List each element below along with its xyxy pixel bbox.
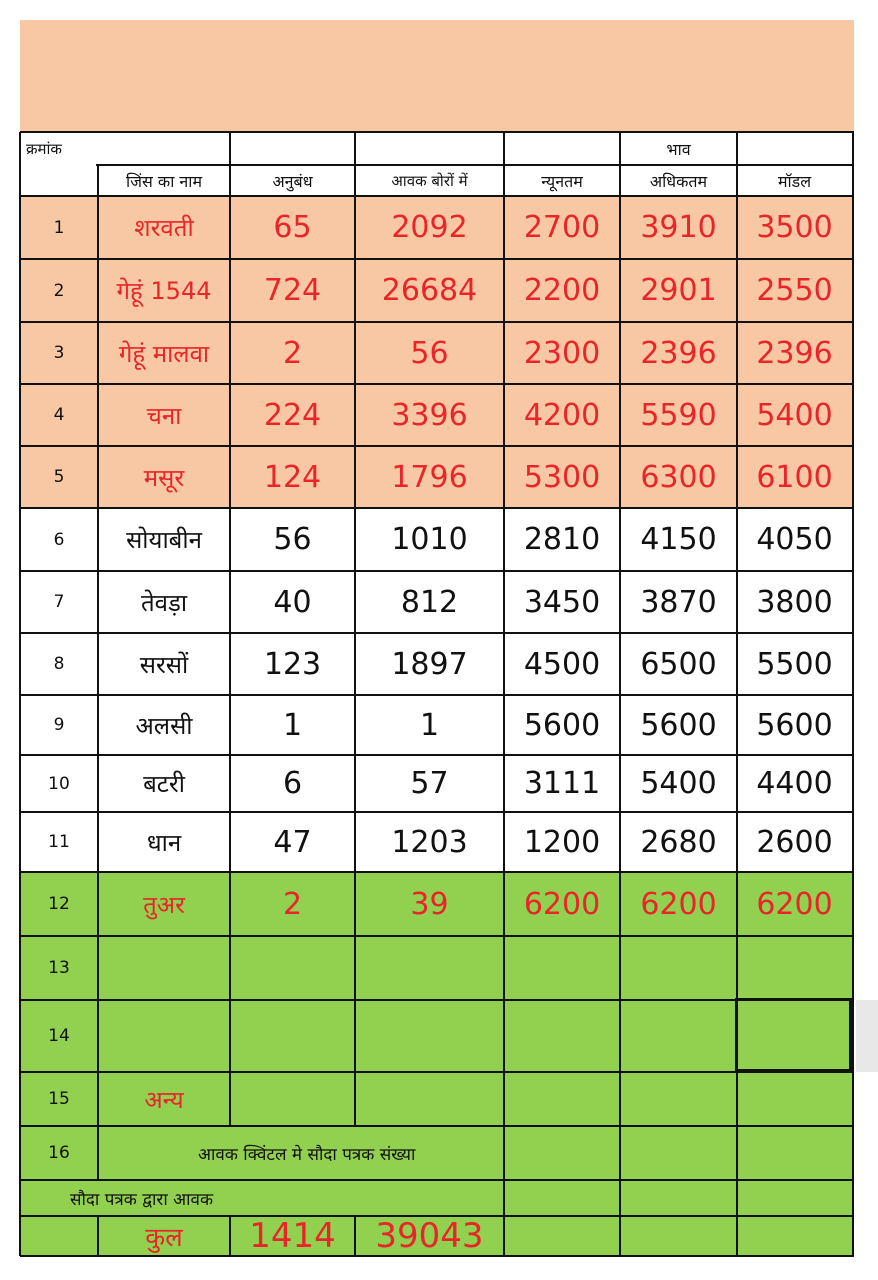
cell-contract: 56 bbox=[273, 522, 312, 557]
row-number: 9 bbox=[53, 715, 65, 735]
cell-modal bbox=[737, 1000, 852, 1072]
sauda-arrival-label: सौदा पत्रक द्वारा आवक bbox=[70, 1189, 214, 1210]
total-label: कुल bbox=[145, 1223, 183, 1253]
cell-modal: 6100 bbox=[756, 459, 833, 495]
cell-modal: 4400 bbox=[756, 766, 833, 801]
cell-min: 3450 bbox=[523, 584, 601, 620]
commodity-name: मसूर bbox=[143, 463, 185, 492]
cell-min: 2300 bbox=[523, 335, 601, 371]
row-number: 15 bbox=[48, 1089, 70, 1109]
total-arrival: 39043 bbox=[375, 1216, 484, 1256]
cell-min bbox=[504, 1000, 620, 1072]
cell-max: 2901 bbox=[640, 273, 717, 308]
cell-arrival: 1 bbox=[419, 707, 440, 743]
row-number: 11 bbox=[48, 832, 70, 852]
commodity-name: शरवती bbox=[134, 214, 194, 242]
commodity-name bbox=[98, 1000, 230, 1072]
row-number: 4 bbox=[53, 405, 65, 425]
cell-max: 6300 bbox=[640, 459, 717, 495]
v-gridline bbox=[619, 1216, 621, 1256]
total-contract: 1414 bbox=[249, 1216, 336, 1256]
cell-contract: 124 bbox=[263, 459, 322, 495]
cell-contract: 724 bbox=[263, 273, 322, 308]
cell-min: 2810 bbox=[523, 522, 601, 557]
row-number: 7 bbox=[53, 592, 65, 612]
cell-min: 2200 bbox=[523, 273, 601, 308]
cell-modal: 6200 bbox=[756, 886, 833, 922]
cell-max bbox=[620, 1000, 737, 1072]
cell-modal: 3800 bbox=[756, 584, 833, 620]
cell-min: 4200 bbox=[523, 397, 601, 433]
cell-max: 5600 bbox=[640, 707, 717, 743]
cell-max: 6500 bbox=[640, 646, 717, 682]
v-gridline bbox=[503, 1180, 505, 1216]
cell-contract: 6 bbox=[282, 766, 303, 801]
cell-min: 5600 bbox=[523, 707, 601, 743]
commodity-name: बटरी bbox=[143, 770, 185, 798]
cell-max: 2680 bbox=[640, 824, 717, 860]
sno-header: क्रमांक bbox=[26, 139, 62, 158]
row-number: 8 bbox=[53, 654, 65, 674]
cell-arrival: 57 bbox=[410, 766, 449, 801]
cell-max: 3870 bbox=[640, 584, 717, 620]
cell-contract: 47 bbox=[273, 824, 312, 860]
arrival-header: आवक बोरों में bbox=[391, 171, 468, 190]
cell-arrival: 1897 bbox=[391, 646, 468, 682]
commodity-name: गेहूं मालवा bbox=[118, 339, 210, 368]
cell-arrival: 2092 bbox=[391, 210, 468, 245]
cell-min: 3111 bbox=[523, 766, 601, 801]
cell-arrival bbox=[355, 936, 504, 1000]
row-number: 10 bbox=[48, 773, 70, 794]
cell-arrival: 1010 bbox=[391, 522, 468, 557]
cell-contract: 1 bbox=[282, 707, 303, 743]
cell-max: 5590 bbox=[640, 397, 717, 433]
cell-arrival: 39 bbox=[410, 886, 449, 922]
cell-modal: 5400 bbox=[756, 397, 833, 433]
cell-max bbox=[620, 1072, 737, 1126]
arrival-quintal-label: आवक क्विंटल मे सौदा पत्रक संख्या bbox=[198, 1144, 416, 1165]
cell-contract: 123 bbox=[263, 646, 322, 682]
cell-modal: 5600 bbox=[756, 707, 833, 743]
cell-contract bbox=[230, 1000, 355, 1072]
v-gridline bbox=[852, 132, 854, 1256]
row-number: 3 bbox=[53, 343, 65, 363]
cell-arrival bbox=[355, 1000, 504, 1072]
v-gridline bbox=[736, 1216, 738, 1256]
cell-contract: 65 bbox=[273, 210, 312, 245]
row-number: 16 bbox=[48, 1143, 70, 1163]
commodity-name: धान bbox=[146, 828, 182, 857]
cell-modal: 2600 bbox=[756, 824, 833, 860]
cell-modal: 5500 bbox=[756, 646, 833, 682]
cell-arrival: 812 bbox=[400, 584, 459, 620]
cell-arrival: 3396 bbox=[391, 397, 468, 433]
cell-contract: 2 bbox=[282, 886, 303, 922]
cell-modal: 2550 bbox=[756, 273, 833, 308]
commodity-name: गेहूं 1544 bbox=[116, 277, 212, 305]
cell-max: 3910 bbox=[640, 210, 717, 245]
cell-min: 1200 bbox=[523, 824, 601, 860]
v-gridline bbox=[736, 1126, 738, 1180]
v-gridline bbox=[619, 1180, 621, 1216]
right-gray-strip bbox=[856, 1000, 878, 1072]
min-header: न्यूनतम bbox=[541, 171, 583, 191]
commodity-name: तुअर bbox=[143, 890, 185, 919]
cell-min: 6200 bbox=[523, 886, 601, 922]
cell-min bbox=[504, 936, 620, 1000]
header-band bbox=[20, 20, 854, 132]
contract-header: अनुबंध bbox=[272, 171, 313, 191]
cell-modal: 4050 bbox=[756, 522, 833, 557]
price-group-header: भाव bbox=[666, 139, 691, 159]
cell-contract: 2 bbox=[282, 335, 303, 371]
cell-arrival: 26684 bbox=[381, 273, 478, 308]
cell-max: 2396 bbox=[640, 335, 717, 371]
cell-contract: 224 bbox=[263, 397, 322, 433]
commodity-name: अन्य bbox=[144, 1085, 184, 1114]
cell-modal: 3500 bbox=[756, 210, 833, 245]
row-number: 6 bbox=[53, 529, 65, 550]
cell-min: 5300 bbox=[523, 459, 601, 495]
cell-modal: 2396 bbox=[756, 335, 833, 371]
cell-contract bbox=[230, 1072, 355, 1126]
cell-max: 5400 bbox=[640, 766, 717, 801]
commodity-name: सरसों bbox=[139, 650, 189, 679]
cell-max: 4150 bbox=[640, 522, 717, 557]
cell-max bbox=[620, 936, 737, 1000]
cell-modal bbox=[737, 1072, 852, 1126]
row-number: 1 bbox=[53, 217, 65, 238]
v-gridline bbox=[736, 1180, 738, 1216]
commodity-name bbox=[98, 936, 230, 1000]
max-header: अधिकतम bbox=[649, 171, 708, 191]
row-number: 13 bbox=[48, 958, 70, 978]
cell-max: 6200 bbox=[640, 886, 717, 922]
commodity-name: सोयाबीन bbox=[126, 526, 202, 554]
cell-min bbox=[504, 1072, 620, 1126]
row-number: 5 bbox=[53, 467, 65, 487]
commodity-header: जिंस का नाम bbox=[125, 171, 203, 191]
cell-modal bbox=[737, 936, 852, 1000]
modal-header: मॉडल bbox=[777, 171, 812, 191]
cell-min: 2700 bbox=[523, 210, 601, 245]
row-number: 2 bbox=[53, 280, 65, 301]
commodity-name: अलसी bbox=[135, 711, 193, 740]
commodity-name: तेवड़ा bbox=[140, 588, 188, 617]
cell-arrival: 1203 bbox=[391, 824, 468, 860]
v-gridline bbox=[619, 1126, 621, 1180]
cell-arrival: 56 bbox=[410, 335, 449, 371]
cell-contract: 40 bbox=[273, 584, 312, 620]
cell-arrival: 1796 bbox=[391, 459, 468, 495]
row-number: 14 bbox=[48, 1026, 70, 1046]
cell-min: 4500 bbox=[523, 646, 601, 682]
row-number: 12 bbox=[48, 894, 70, 914]
cell-contract bbox=[230, 936, 355, 1000]
cell-arrival bbox=[355, 1072, 504, 1126]
commodity-name: चना bbox=[146, 401, 182, 430]
